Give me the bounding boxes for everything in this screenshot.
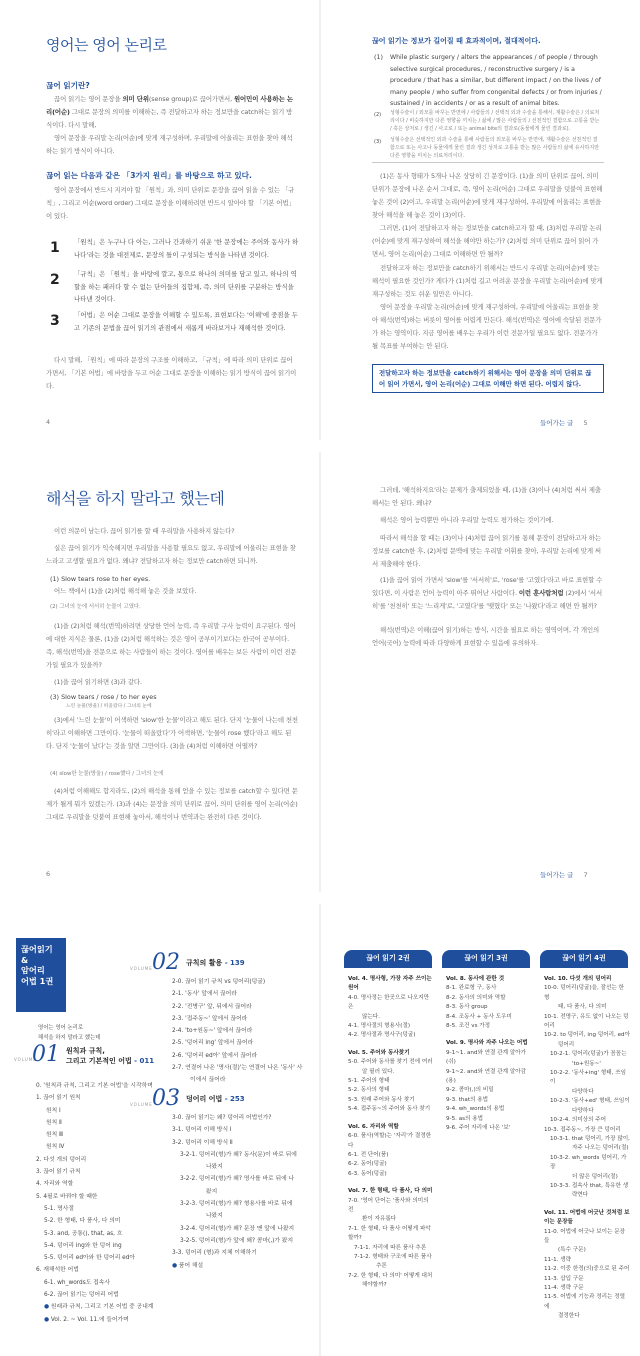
example-3: (3) Slow tears / rose / to her eyes [50, 693, 157, 701]
running-footer-right [540, 870, 588, 879]
example-4: (4) slow한 눈물(방울) / rose했다 / 그녀의 눈에 [50, 771, 164, 777]
toc-item[interactable]: 5-5. 덩어리 ed아와 한 덩어리 ed아 [44, 1255, 136, 1262]
toc-item[interactable]: 3-2-5. 덩어리(형)가 앞에 왜? 콤마(,)가 왔지 [180, 1237, 294, 1244]
toc-item[interactable]: 5-2. 한 형태, 다 품사, 다 의미 [44, 1218, 121, 1225]
toc-item[interactable]: 4-1. 명사절의 형용사(절) [348, 1023, 411, 1030]
badge-line: 암어리 [21, 965, 45, 975]
toc-item[interactable]: 11-4. 생략 구문 [544, 1285, 584, 1291]
page-number-right: 7 [583, 871, 588, 879]
toc-item[interactable]: 4-0. 명사정는 한곳으로 나오지만은 [348, 994, 430, 1011]
bullet-icon: ● [172, 1262, 178, 1269]
paragraph-right-1: 그러데, '해석하지요'라는 문제가 출제되었을 때, (1)을 (3)이나 (4)처럼 써서 제출해서는 안 된다. 왜냐? [372, 486, 601, 507]
volume-number-2: 02 [152, 950, 180, 975]
example-translation-korean: 성형수술은 선택적인 외과 수술을 통해 사람들의 외모를 바꾸는 반면에, 재활수술은 선천적인 결함으로 또는 사고나 동물에게 물린 결과 생긴 상처로 고통을 받는 많은 사람들의 삶에 유사하지만 다른 영향을 미치는 의료처리이다. [390, 137, 600, 159]
toc-item[interactable]: 10-2-1. 덩어리(덩굴)가 꼼꼼는 [550, 1051, 627, 1058]
toc-item-cont[interactable]: 나왔지 [206, 1213, 223, 1220]
toc-item-bullet[interactable] [36, 1314, 153, 1326]
paragraph-4: (1)을 (2)처럼 해석(번역)하려면 상당한 언어 능력, 즉 우리말 구사 능력이 요구된다. 영어에 대한 지식은 물론, (1)을 (2)처럼 해석하는 것은 영어 공부이기보다는 한국어 공부이다. 즉, 해석(번역)을 전문으로 하는 사람들이 하는 것이다. 영어를 배우는 보든 사람이 이런 전문가일 필요가 있을까? [46, 622, 297, 669]
toc-item[interactable]: 5-1. 주어의 형태 [348, 1078, 390, 1085]
toc-item[interactable]: 2-5. '덩어리 ing' 앞에서 끊어라 [172, 1040, 254, 1047]
toc-item[interactable]: 원칙 Ⅱ [46, 1119, 62, 1126]
text: (1)을 끊어 읽어 가면서 'slow'를 '서서히'로, 'rose'를 '고였다'라고 바로 표현할 수 있다면, 이 사람은 언어 능력이 아주 뛰어난 사람이다. [372, 576, 603, 597]
toc-item-cont[interactable]: 알 필러 있다. [362, 1068, 395, 1075]
toc-list-v1 [36, 1080, 153, 1326]
toc-item-cont[interactable]: 해야할까? [362, 1282, 387, 1289]
text: (sense group)로 끊어가면서, [148, 95, 234, 103]
badge-line: & [21, 954, 29, 965]
paragraph-right-5: 해석(번역)은 이해(끊어 읽기)하는 방식, 시간을 필요로 하는 영역이며, 각 개인의 언어(국어) 능력에 따라 다양하게 표현할 수 있음에 유의하자. [372, 626, 600, 647]
toc-item[interactable]: 7-2. 한 형태, 다 의미' 어떻게 대처 [348, 1272, 433, 1279]
example-1: (1) Slow tears rose to her eyes. [50, 575, 151, 583]
toc-item[interactable]: 1. 끊어 읽기 원칙 [36, 1095, 81, 1102]
toc-item[interactable]: 3-2-4. 덩어리(형)가 왜? 문장 맨 앞에 나왔지 [180, 1225, 295, 1232]
toc-item[interactable]: 3-1. 덩어리 이해 방식 Ⅰ [172, 1127, 232, 1134]
toc-section-title-v1[interactable] [66, 1046, 154, 1066]
toc-item[interactable]: 3. 끊어 읽기 규칙 [36, 1169, 81, 1176]
toc-item[interactable]: 5-3. and, 공통(), that, as, 흐 [44, 1230, 123, 1237]
text: 의미 단위 [122, 95, 149, 103]
toc-item[interactable]: 10-2-2. '동사+ing' 형태, 쓰임이 [550, 1070, 626, 1086]
example-number-2: (2) [374, 112, 382, 118]
toc-item-cont[interactable]: 나왔지 [206, 1164, 223, 1171]
paragraph-closing: 다시 말해, 「원칙」에 따라 문장의 구조를 이해하고, 「규칙」에 따라 의미 단위로 끊어 가면서, 「기본 어법」에 바탕을 두고 어순 그대로 문장을 이해하는 읽기 방식이 끊어 읽기이다. [46, 356, 297, 390]
toc-item[interactable]: 5-0. 주어와 동사를 찾기 전에 여러 [348, 1059, 433, 1066]
page-number-right: 5 [583, 419, 588, 427]
list-item-1: 「원칙」은 누구나 다 아는, 그러나 간과하기 쉬운 '한 문장에는 주어와 동사가 하나다'라는 것을 대전제로, 문장의 틀이 구성되는 방식을 나타낸 것이다. [74, 238, 299, 259]
paragraph-right-1: (1)은 동사 형태가 5개나 나온 상당히 긴 문장이다. (1)을 의미 단위로 끊어, 의미 단위가 문장에 나온 순서 그대로, 즉, 영어 논리(어순) 그대로 우리말을 덧붙여 표현해 놓은 것이 (2)이고, 우리말 논리(어순)에 맞게 재구성하여, 우리말에 어울리는 표현을 찾아 해석을 해 놓은 것이 (3)이다. [372, 172, 603, 219]
toc-item[interactable]: 11-2. 이중 한정(의)중으로 된 주어 [544, 1266, 630, 1273]
toc-intro-item[interactable]: 해석을 하지 말라고 했는데 [38, 1035, 101, 1041]
toc-item[interactable]: 9-6. 주어 자리에 나온 '보' [446, 1125, 511, 1132]
toc-list-v2 [172, 976, 302, 1087]
toc-item[interactable]: 2-1. '동사' 앞에서 끊어라 [172, 991, 237, 998]
toc-item[interactable]: 8-4. 조동사 + 동사 도우미 [446, 1013, 512, 1020]
toc-item[interactable]: 8-1. 완료형 구, 동사 [446, 985, 497, 992]
bullet-icon: ● [44, 1304, 50, 1311]
toc-item[interactable]: 10-2-3. '동사+ed' 형태, 쓰임이 [550, 1098, 630, 1105]
spread-intro-pages-4-5 [0, 0, 640, 440]
toc-item[interactable]: 5-1. 명사절 [44, 1205, 74, 1212]
toc-volume-heading[interactable]: Vol. 7. 한 형태, 다 품사, 다 의미 [348, 1188, 433, 1195]
gutter [319, 452, 321, 892]
toc-book-2-header[interactable]: 끊어 읽기 2권 [344, 950, 432, 967]
title-line: 원칙과 규칙, [66, 1047, 105, 1055]
paragraph-right-3: 전달하고자 하는 정보만을 catch하기 위해서는 반드시 우리말 논리(어순)에 맞는 해석이 필요한 것인가? 게다가 (1)처럼 길고 어려운 문장을 우리말 논리(어순)에 맞게 재구성하는 것도 쉬운 일만은 아니다. [372, 264, 603, 298]
toc-item[interactable]: 3-3. 덩어리 (형)과 지체 이해하기 [172, 1250, 257, 1257]
page-title-left: 해석을 하지 말라고 했는데 [46, 489, 225, 508]
text: 이런 훈사람처럼 [518, 589, 564, 597]
toc-item[interactable]: 6-2. 끊어 읽기는 덩어리 어법 [44, 1292, 119, 1299]
toc-volume-heading[interactable]: Vol. 11. 어법에 어긋난 것처럼 보이는 문장들 [544, 1209, 630, 1226]
text: 원래과 규칙, 그리고 기본 어법 중 공내계 [50, 1304, 154, 1311]
toc-page: - 253 [224, 1095, 245, 1103]
toc-volume-heading[interactable]: Vol. 10. 다섯 개의 덩어리 [544, 976, 612, 982]
summary-box: 전달하고자 하는 정보만을 catch하기 위해서는 영어 문장을 의미 단위로 끊어 읽어 가면서, 영어 논리(어순) 그대로 이해만 하면 된다. 어렵지 않다. [372, 364, 604, 393]
toc-item[interactable]: 10-3. 접주동~, 가장 큰 덩어리 [544, 1126, 621, 1133]
toc-item[interactable]: 4-2. 명사절과 명사구(덩굴) [348, 1032, 416, 1039]
text: 그리고 기본적인 어법 [66, 1057, 132, 1065]
gutter [319, 904, 321, 1356]
divider [344, 967, 432, 968]
badge-line: 끊어읽기 [21, 944, 53, 954]
text: 규칙의 활용 [186, 959, 223, 967]
toc-item[interactable]: 8-3. 동사 group [446, 1004, 488, 1011]
toc-item[interactable]: 9-2. 콤마(,)의 비밀 [446, 1087, 494, 1094]
toc-item[interactable]: 3-2-2. 덩어리(형)가 왜? 명사를 바로 뒤에 나 [180, 1176, 295, 1183]
toc-item[interactable]: 2-6. '덩어리 ed아' 앞에서 끊어라 [172, 1052, 258, 1059]
toc-book-2-list [348, 972, 434, 1291]
toc-item-cont[interactable]: 자주 나오는 덩어리(절) [572, 1145, 629, 1152]
toc-item[interactable]: 9-3. that의 용법 [446, 1096, 489, 1103]
toc-item[interactable]: 7-1-1. 자리에 따른 품사 추론 [354, 1244, 427, 1251]
toc-item-bullet[interactable] [36, 1301, 153, 1313]
toc-item[interactable]: 5. 4필로 바꿔야 할 때한 [36, 1193, 98, 1200]
example-3-gloss: 느린 눈물(방울) / 떠올랐다 / 그녀의 눈에 [66, 704, 152, 709]
toc-item[interactable]: 2-4. 'to+원동~' 앞에서 끊어라 [172, 1028, 253, 1035]
toc-item[interactable]: 2-3. '접주동~' 앞에서 끊어라 [172, 1015, 248, 1022]
toc-item[interactable]: 6-2. 동어(덩굴) [348, 1161, 387, 1168]
toc-item[interactable]: 7-1-2. 형태와 구조에 따른 품사 [354, 1253, 432, 1260]
toc-item-cont[interactable]: 략현다 [572, 1192, 589, 1199]
text: 139 [230, 959, 245, 967]
toc-volume-heading[interactable]: Vol. 4. 명사형, 가장 자주 쓰이는 원어 [348, 976, 432, 992]
toc-book-3-header[interactable]: 끊어 읽기 3권 [442, 950, 530, 967]
toc-item[interactable]: 9-5. as의 용법 [446, 1115, 484, 1122]
toc-item[interactable]: 3-2. 덩어리 이해 방식 Ⅱ [172, 1139, 233, 1146]
list-item-3: 「어법」은 어순 그대로 문장을 이해할 수 있도록, 표현보다는 '이해'에 중점을 두고 기존의 문법을 끊어 읽기의 관점에서 새롭게 바라보거나 재해석한 것이다. [74, 311, 298, 332]
toc-volume-heading[interactable]: Vol. 8. 동사에 관한 것 [446, 976, 505, 982]
toc-item[interactable]: 10-3-2. wh_words 덩어리, 가장 [550, 1154, 627, 1171]
text: 덩어리 어법 [186, 1095, 223, 1103]
paragraph-5: (1)을 끊어 읽기하면 (3)과 같다. [54, 678, 142, 686]
toc-item[interactable]: 2. 다섯 개의 덩어리 [36, 1156, 87, 1163]
gutter [319, 0, 321, 440]
divider [540, 967, 628, 968]
page-number-left: 4 [46, 418, 51, 426]
volume-label: VOLUME [14, 1057, 37, 1062]
paragraph-right-4 [372, 574, 604, 613]
toc-item[interactable]: 7-1. 한 형태, 다 품사 어떻게 파악할까? [348, 1225, 431, 1242]
volume-label: VOLUME [130, 1102, 153, 1107]
toc-item[interactable]: 원칙 Ⅳ [46, 1144, 65, 1151]
toc-item[interactable]: 11-5. 어법에 기능과 정리는 정렬에 [544, 1294, 626, 1310]
toc-item-cont[interactable]: 결정한다 [558, 1313, 580, 1320]
toc-item[interactable]: 2-2. '전병구' 앞, 뒤에서 끊어라 [172, 1003, 252, 1010]
toc-volume-heading[interactable]: Vol. 5. 주어와 동사찾기 [348, 1049, 410, 1056]
paragraph-right-3: 따라서 해석을 할 때는 (3)이나 (4)처럼 끊어 읽기를 통해 문장이 전달하고자 하는 정보를 catch한 후, (2)처럼 문맥에 맞는 우리말 어휘를 찾아, 우리말 논리에 맞게 써서 제출해야 한다. [372, 534, 601, 568]
toc-book-4-header[interactable]: 끊어 읽기 4권 [540, 950, 628, 967]
toc-item[interactable]: 원칙 Ⅲ [46, 1132, 64, 1139]
toc-item[interactable]: 6. 재해석한 어법 [36, 1267, 79, 1274]
section-heading-principles: 끊어 읽는 다음과 같은 「3가지 원리」를 바탕으로 하고 있다. [46, 171, 252, 180]
paragraph-definition [46, 93, 298, 132]
toc-item[interactable]: 2-7. 연결어 나온 '명사(절)'는 연결어 나온 '동사' 사 [172, 1065, 303, 1072]
section-heading-what: 끊어 읽기란? [46, 81, 90, 90]
toc-item[interactable]: 4. 자리와 역할 [36, 1181, 74, 1188]
toc-item[interactable]: 11-3. 삽입 구문 [544, 1275, 584, 1282]
toc-item[interactable]: 3-2-1. 덩어리(형)가 왜? 동사(문)이 바로 뒤에 [180, 1151, 297, 1158]
toc-volume-heading[interactable]: Vol. 6. 자리와 역할 [348, 1123, 399, 1130]
example-chunked-korean: 성형수술이 / 외모를 바꾸는 반면에 / 사람들의 / 선택적 외과 수술을 통해서, 재활수술은 / 의료처리이다 / 비슷하지만 다른 영향을 끼치는 / 삶에 / 많은 사람들의 / 선천적인 결함으로 고통을 받는 / 혹은 상처로 / 생긴 / 사고로 / 또는 animal bite의 결과로(동물에게 물린 결과로). [390, 110, 600, 132]
toc-item[interactable]: 2-0. 끊어 읽기 규칙 vs 덩어리(덩굴) [172, 979, 266, 985]
running-footer-right [540, 418, 588, 427]
toc-list-v3 [172, 1112, 297, 1272]
toc-item[interactable]: 10-2-4. 의미상의 주어 [550, 1117, 607, 1124]
toc-item[interactable]: 8-5. 조건 vs 가정 [446, 1023, 491, 1030]
list-item-2: 「규칙」은 「원칙」을 바탕에 깔고, 통으로 하나의 의미를 담고 있고, 하나의 역할을 하는 패러다 할 수 없는 단어들의 집합체, 즉, 의미 단위를 구분하는 방식을 나타낸 것이다. [74, 270, 297, 303]
list-number-2: 2 [50, 272, 60, 288]
list-number-1: 1 [50, 240, 60, 256]
toc-item[interactable]: 9-1~2. and와 연결 관계 알아감(용) [446, 1068, 527, 1085]
divider [442, 967, 530, 968]
toc-item-cont[interactable]: (특수 구문) [558, 1247, 586, 1254]
paragraph-right-4: 영어 문장을 우리말 논리(어순)에 맞게 재구성하여, 우리말에 어울리는 표현을 찾아 해석(번역)하는 버릇이 영어를 어렵게 만든다. 해석(번역)은 영어에 숙달된 전문가가 하는 영역이다. 지금 영어를 배우는 우리가 이런 전문가일 필요도 없다. 전문가가 될 목표를 부여하는 안 된다. [372, 303, 602, 350]
toc-item-cont[interactable]: 왔지 [206, 1188, 218, 1195]
toc-item-cont[interactable]: 환이 자유롭다 [362, 1216, 397, 1223]
example-number-1: (1) [374, 53, 384, 61]
toc-item[interactable]: 10-1. 전명구, 유도 없이 나오는 덩어리 [544, 1013, 629, 1030]
toc-item-cont[interactable]: 다양하다 [572, 1107, 594, 1114]
text: 그대로 문장의 의미를 이해하는, 즉 전달하고자 하는 정보만을 catch하는 읽기 방식이다. 다시 말해, [46, 108, 293, 129]
example-2: (2) 그녀의 눈에 서서히 눈물이 고였다. [50, 604, 141, 610]
divider [372, 162, 604, 163]
toc-item-cont[interactable]: 더 많은 덩어리(절) [572, 1173, 618, 1180]
toc-item[interactable]: 5-4. 덩어리 ing와 한 덩어 ing [44, 1242, 122, 1249]
text: (2)에서 '서서히'를 '천천히' 또는 '느리게'로, '고였다'를 '맺혔다' 또는 '나왔다'라고 해면 안 될까? [372, 589, 603, 610]
toc-item[interactable]: 7-0. '영어 단어는 '품사와 의미의 전 [348, 1197, 429, 1213]
toc-item-cont[interactable]: 다양하다 [572, 1088, 594, 1095]
page-number-left: 6 [46, 870, 51, 878]
toc-item[interactable]: 0. '원칙과 규칙, 그리고 기본 어법'을 시작하며 [36, 1083, 153, 1089]
toc-item[interactable]: 10-2. to 덩어리, ing 덩어리, ed아 [544, 1032, 631, 1039]
volume-number-3: 03 [152, 1086, 180, 1111]
toc-item-cont[interactable]: 태, 다 품사, 다 의미 [558, 1004, 607, 1011]
paragraph-not: 영어 문장을 우리말 논리(어순)에 맞게 재구성하며, 우리말에 어울리는 표현을 찾아 해석하는 읽기 방식이 아니다. [46, 134, 293, 155]
toc-item[interactable]: 원칙 Ⅰ [46, 1107, 61, 1114]
toc-item[interactable]: 11-1. 생략 [544, 1256, 572, 1263]
toc-page: - 139 [224, 959, 245, 967]
text: 253 [230, 1095, 245, 1103]
text: 원어민이 사용하는 논리(어순) [46, 95, 293, 116]
toc-item-cont[interactable]: 않는다. [362, 1013, 380, 1020]
toc-item[interactable]: 9-4. wh_words의 용법 [446, 1106, 505, 1113]
toc-section-title-v3[interactable] [186, 1094, 245, 1104]
page-title-left: 영어는 영어 논리로 [46, 36, 167, 54]
volume-number-1: 01 [32, 1042, 60, 1067]
text: Vol. 2. ~ Vol. 11.에 들어가며 [50, 1316, 129, 1323]
toc-item[interactable]: 8-2. 동사의 의미와 역할 [446, 994, 506, 1001]
paragraph-2: 실은 끊어 읽기가 익숙해지면 우리말을 사용할 필요도 없고, 우리말에 어울리는 표현을 찾느라고 고생할 필요가 없다. 왜냐? 전달하고자 하는 정보만 catch하면 되니까. [46, 544, 296, 565]
toc-item[interactable]: 6-3. 동어(덩굴) [348, 1170, 387, 1177]
toc-item-cont[interactable]: 이에서 끊어라 [190, 1077, 226, 1084]
toc-item[interactable]: 10-0. 덩어리(덩굴)을, 잘선는 한 형 [544, 985, 624, 1001]
toc-item[interactable]: 3-0. 끊어 읽기는 왜? 덩어리 어법인가? [172, 1115, 272, 1121]
toc-item[interactable]: 10-3-3. 접속사 that, 특유한 생 [550, 1182, 629, 1189]
paragraph-7: (4)처럼 이해해도 합지라도, (2)의 해석을 통해 얻을 수 있는 정보를 catch할 수 있다면 문제가 될게 뭐가 있겠는가. (3)과 (4)는 문장을 의미 단위로 끊어, 의미 단위를 영어 논리(어순) 그대로 우리말을 덧붙여 표현해 놓아서, 해석이나 번역과는 완전히 다른 것이다. [46, 787, 298, 821]
toc-item[interactable]: 11-0. 어법에 어긋나 보이는 문장들 [544, 1228, 626, 1244]
toc-item-cont[interactable]: 추론 [376, 1263, 387, 1270]
toc-item[interactable]: 3-2-3. 덩어리(형)가 왜? 형용사를 바로 뒤에 [180, 1201, 293, 1208]
toc-page: - 011 [134, 1057, 155, 1065]
footer-label: 들어가는 글 [540, 419, 574, 427]
badge-line: 어법 1권 [21, 975, 54, 986]
paragraph-right-2: 그러면, (1)이 전달하고자 하는 정보만을 catch하고자 할 때, (3)처럼 우리말 논리(어순)에 맞게 재구성하여 해석을 해야만 하는가? (2)처럼 의미 단위로 끊어 읽어 가면서, 영어 논리(어순) 그대로 이해하면 안 될까? [372, 224, 602, 258]
toc-item[interactable]: 5-3. 원래 주어와 동사 찾기 [348, 1096, 415, 1103]
paragraph-right-2: 해석은 영어 능력뿐만 아니라 우리말 능력도 평가하는 것이기에. [380, 516, 554, 524]
example-sentence-english: While plastic surgery / alters the appearances / of people / through selective surgical procedures, / reconstructive surgery / is a procedure / that has a similar, but different impact / on the lives / of many people / who suffer from congenital defects / or from injuries / sustained / in accidents / or as a result of animal bites. [390, 54, 602, 108]
toc-book-4-list [544, 972, 630, 1322]
toc-section-title-v2[interactable] [186, 958, 245, 968]
volume-label: VOLUME [130, 966, 153, 971]
title-line [66, 1056, 154, 1066]
toc-item-cont[interactable]: 'to+원동~' [572, 1060, 601, 1067]
example-number-3: (3) [374, 139, 382, 145]
toc-item[interactable]: 5-2. 동사의 형태 [348, 1087, 390, 1094]
toc-item-cont[interactable]: 덩어리 [558, 1041, 575, 1048]
paragraph-3: 어느 책에서 (1)을 (2)처럼 해석해 놓은 것을 보았다. [54, 587, 197, 595]
toc-item[interactable]: 10-3-1. that 덩어리, 가장 많이, [550, 1135, 630, 1142]
toc-intro-item[interactable]: 영어는 영어 논리로 [38, 1025, 84, 1031]
paragraph-6: (3)에서 '느린 눈물'이 어색하면 'slow'한 눈물'이라고 해도 된다. 단지 '눈물이 나는데 천천히'라고 이해하면 그만이다. '눈물이 떠올랐다'가 어색하면, '눈물이 rose 했다'라고 해도 된다. 단지 '눈물이 났다'는 것을 알면 그만이다. (3)을 (4)처럼 이해하면 어떨까? [46, 716, 298, 750]
bullet-icon: ● [44, 1316, 50, 1323]
toc-volume-heading[interactable]: Vol. 9. 명사와 자주 나오는 어법 [446, 1040, 528, 1047]
toc-item-bullet[interactable] [172, 1260, 297, 1272]
toc-item[interactable]: 5-4. 접주동~의 주어와 동사 찾기 [348, 1106, 431, 1113]
text: 끊어 읽기는 영어 문장을 [54, 95, 123, 103]
list-number-3: 3 [50, 313, 60, 329]
page-title-right: 끊어 읽기는 정보가 길어질 때 효과적이며, 절대적이다. [372, 37, 541, 45]
toc-book-3-list [446, 972, 532, 1134]
text: 품어 해설 [178, 1262, 204, 1269]
toc-item[interactable]: 6-1. 전 단어(품) [348, 1151, 389, 1158]
toc-title-badge [16, 938, 66, 1012]
toc-item[interactable]: 9-1~1. and와 연결 관계 알아가(쉬) [446, 1049, 527, 1066]
paragraph-1: 이런 의문이 남는다. 끊어 읽기를 할 때 우리말을 사용하지 않는다? [54, 527, 235, 535]
toc-item[interactable]: 6-0. 품사(역할)는 '자리'가 결정한다 [348, 1133, 432, 1149]
toc-item[interactable]: 6-1. wh_words도 접속사 [44, 1279, 110, 1286]
paragraph-principles-intro: 영어 문장에서 반드시 지켜야 할 「원칙」과, 의미 단위로 문장을 끊어 읽을 수 있는 「규칙」, 그리고 어순(word order) 그대로 문장을 이해하려면 반드시 알아야 할 「기본 어법」이 있다. [46, 186, 295, 220]
footer-label: 들어가는 글 [540, 871, 574, 879]
spread-intro-pages-6-7 [0, 452, 640, 892]
text: 011 [139, 1057, 155, 1065]
